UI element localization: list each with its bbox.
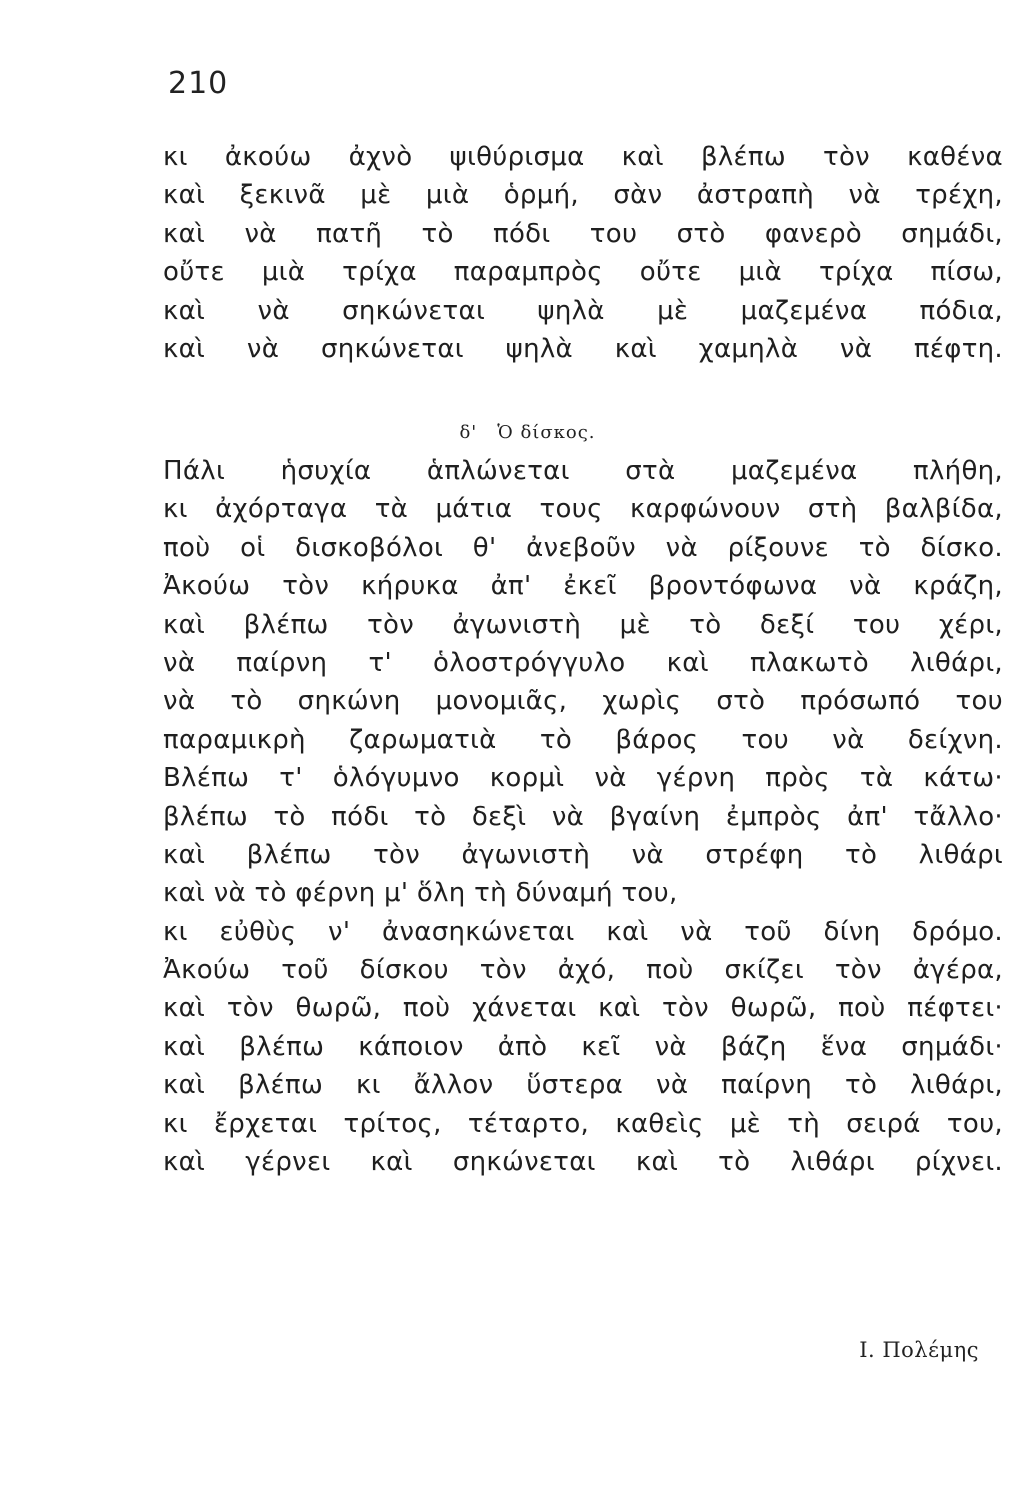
author-signature: Ι. Πολέμης bbox=[859, 1338, 979, 1362]
page-number: 210 bbox=[168, 66, 229, 101]
poem-line: καὶ γέρνει καὶ σηκώνεται καὶ τὸ λιθάρι ρίχνει. bbox=[163, 1147, 1003, 1178]
poem-line: κι ἀχόρταγα τὰ μάτια τους καρφώνουν στὴ βαλβίδα, bbox=[163, 494, 1003, 525]
poem-line: καὶ βλέπω τὸν ἀγωνιστὴ μὲ τὸ δεξί του χέρι, bbox=[163, 609, 1003, 640]
poem-line: Ἀκούω τὸν κήρυκα ἀπ' ἐκεῖ βροντόφωνα νὰ κράζη, bbox=[163, 571, 1003, 602]
poem-line: νὰ παίρνη τ' ὁλοστρόγγυλο καὶ πλακωτὸ λιθάρι, bbox=[163, 647, 1003, 678]
poem-line: καὶ νὰ σηκώνεται ψηλὰ μὲ μαζεμένα πόδια, bbox=[163, 295, 1003, 326]
section-title: Ὁ δίσκος. bbox=[497, 422, 596, 443]
poem-line: βλέπω τὸ πόδι τὸ δεξὶ νὰ βγαίνη ἐμπρὸς ἀπ' τἄλλο· bbox=[163, 801, 1003, 832]
poem-line: ποὺ οἱ δισκοβόλοι θ' ἀνεβοῦν νὰ ρίξουνε τὸ δίσκο. bbox=[163, 532, 1003, 563]
poem-line: Πάλι ἡσυχία ἁπλώνεται στὰ μαζεμένα πλήθη, bbox=[163, 456, 1003, 486]
poem-line: παραμικρὴ ζαρωματιὰ τὸ βάρος του νὰ δείχνη. bbox=[163, 724, 1003, 755]
poem-line: καὶ βλέπω κι ἄλλον ὕστερα νὰ παίρνη τὸ λιθάρι, bbox=[163, 1070, 1003, 1101]
poem-line: καὶ νὰ πατῆ τὸ πόδι του στὸ φανερὸ σημάδι, bbox=[163, 218, 1003, 249]
poem-line: κι ἔρχεται τρίτος, τέταρτο, καθεὶς μὲ τὴ σειρά του, bbox=[163, 1108, 1003, 1139]
section-heading bbox=[0, 422, 1035, 443]
poem-line: οὔτε μιὰ τρίχα παραμπρὸς οὔτε μιὰ τρίχα πίσω, bbox=[163, 257, 1003, 288]
poem-line: καὶ νὰ σηκώνεται ψηλὰ καὶ χαμηλὰ νὰ πέφτη. bbox=[163, 333, 1003, 364]
poem-line: καὶ νὰ τὸ φέρνη μ' ὅλη τὴ δύναμή του, bbox=[163, 878, 678, 909]
poem-line: κι ἀκούω ἀχνὸ ψιθύρισμα καὶ βλέπω τὸν καθένα bbox=[163, 142, 1003, 172]
poem-line: καὶ τὸν θωρῶ, ποὺ χάνεται καὶ τὸν θωρῶ, ποὺ πέφτει· bbox=[163, 993, 1003, 1024]
poem-stanza-2 bbox=[163, 452, 1003, 1181]
section-numeral: δ' bbox=[459, 422, 478, 443]
poem-stanza-1 bbox=[163, 138, 1003, 368]
poem-line: καὶ βλέπω τὸν ἀγωνιστὴ νὰ στρέφη τὸ λιθάρι bbox=[163, 839, 1003, 870]
poem-line: Ἀκούω τοῦ δίσκου τὸν ἀχό, ποὺ σκίζει τὸν ἀγέρα, bbox=[163, 955, 1003, 986]
poem-line: καὶ βλέπω κάποιον ἀπὸ κεῖ νὰ βάζη ἕνα σημάδι· bbox=[163, 1031, 1003, 1062]
poem-line: καὶ ξεκινᾶ μὲ μιὰ ὁρμή, σὰν ἀστραπὴ νὰ τρέχη, bbox=[163, 180, 1003, 211]
poem-line: κι εὐθὺς ν' ἀνασηκώνεται καὶ νὰ τοῦ δίνη δρόμο. bbox=[163, 916, 1003, 947]
poem-line: Βλέπω τ' ὁλόγυμνο κορμὶ νὰ γέρνη πρὸς τὰ κάτω· bbox=[163, 763, 1003, 794]
poem-line: νὰ τὸ σηκώνη μονομιᾶς, χωρὶς στὸ πρόσωπό του bbox=[163, 686, 1003, 717]
